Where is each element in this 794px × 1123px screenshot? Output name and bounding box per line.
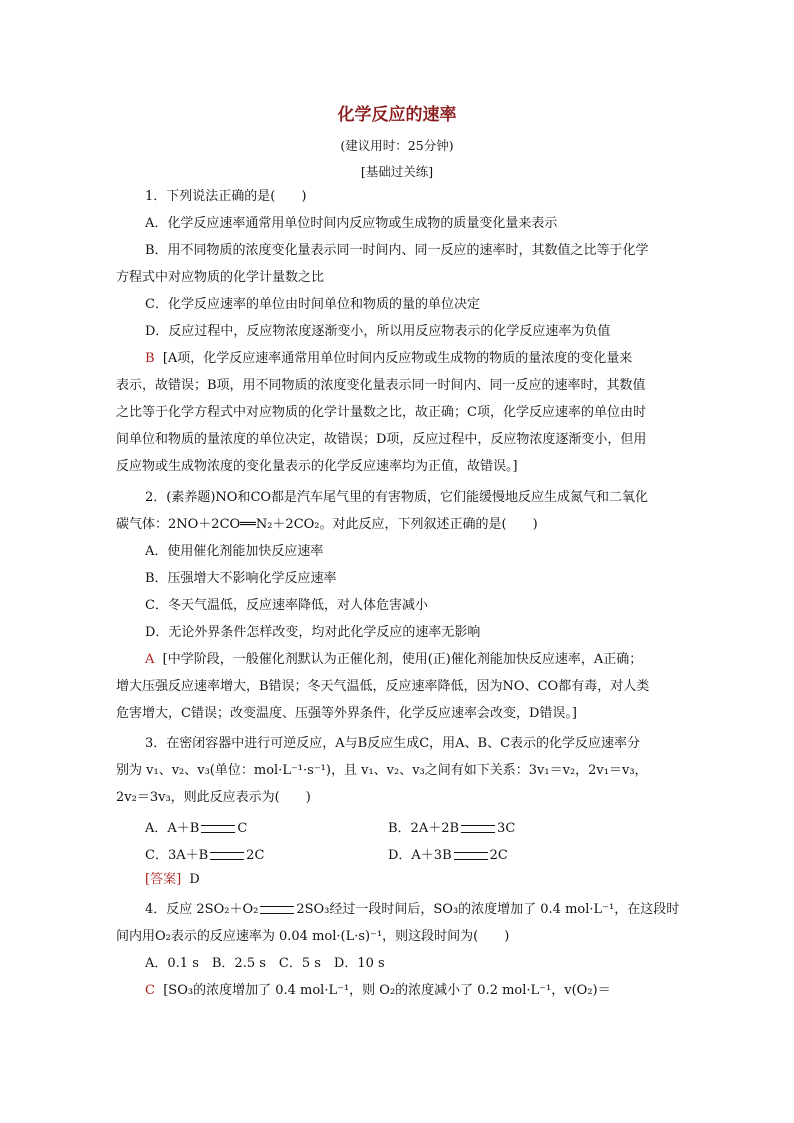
q2-option-c: C．冬天气温低，反应速率降低，对人体危害减小 [145, 598, 428, 613]
q2-answer: A [145, 652, 155, 667]
equilibrium-arrow-icon [210, 852, 244, 860]
q4-stem [145, 901, 680, 919]
q3-answer-label: [答案] [145, 872, 182, 887]
q2-option-b: B．压强增大不影响化学反应速率 [145, 571, 337, 586]
q4-stem-cont: 间内用O₂表示的反应速率为 0.04 mol·(L·s)⁻¹，则这段时间为( ) [116, 929, 510, 944]
q3-option-b-rhs: 3C [497, 821, 516, 836]
q1-option-b: B．用不同物质的浓度变化量表示同一时间内、同一反应的速率时，其数值之比等于化学 [145, 243, 649, 258]
q1-answer: B [145, 351, 155, 366]
equilibrium-arrow-icon [201, 825, 235, 833]
q1-option-b-cont: 方程式中对应物质的化学计量数之比 [116, 270, 325, 285]
page-title: 化学反应的速率 [337, 105, 457, 125]
q1-exp-line3: 之比等于化学方程式中对应物质的化学计量数之比，故正确；C项，化学反应速率的单位由时 [116, 405, 646, 420]
q3-stem-cont1: 别为 v₁、v₂、v₃(单位：mol·L⁻¹·s⁻¹)，且 v₁、v₂、v₃之间有如下关系：3v₁＝v₂，2v₁＝v₃， [116, 763, 648, 778]
q3-option-b-lhs: B．2A＋2B [388, 821, 460, 836]
q3-option-a-rhs: C [237, 821, 248, 836]
q2-explanation [145, 651, 680, 669]
q4-answer: C [145, 983, 155, 998]
q3-option-d-lhs: D．A＋3B [388, 848, 452, 863]
q4-options: A．0.1 s B．2.5 s C．5 s D．10 s [145, 956, 385, 971]
q2-option-a: A．使用催化剂能加快反应速率 [145, 544, 324, 559]
q3-option-b [388, 817, 515, 836]
q4-stem-post: 2SO₃经过一段时间后，SO₃的浓度增加了 0.4 mol·L⁻¹，在这段时 [296, 902, 680, 917]
equilibrium-arrow-icon [454, 852, 488, 860]
q3-stem-cont2: 2v₂＝3v₃，则此反应表示为( ) [116, 790, 311, 805]
section-heading: [基础过关练] [360, 164, 434, 179]
q1-option-a: A．化学反应速率通常用单位时间内反应物或生成物的质量变化量来表示 [145, 216, 558, 231]
q1-exp-line4: 间单位和物质的量浓度的单位决定，故错误；D项，反应过程中，反应物浓度逐渐变小，但用 [116, 432, 647, 447]
q2-option-d: D．无论外界条件怎样改变，均对此化学反应的速率无影响 [145, 625, 481, 640]
q3-option-a-lhs: A．A＋B [145, 821, 200, 836]
q4-exp-line1: [SO₃的浓度增加了 0.4 mol·L⁻¹，则 O₂的浓度减小了 0.2 mol·L⁻¹，v(O₂)＝ [163, 983, 611, 998]
q1-option-c: C．化学反应速率的单位由时间单位和物质的量的单位决定 [145, 297, 480, 312]
q4-explanation [145, 982, 680, 1000]
equilibrium-arrow-icon [260, 906, 294, 914]
q2-stem-cont: 碳气体：2NO＋2CO══N₂＋2CO₂。对此反应，下列叙述正确的是( ) [116, 517, 538, 532]
equilibrium-arrow-icon [461, 825, 495, 833]
q2-exp-line3: 危害增大，C错误；改变温度、压强等外界条件，化学反应速率会改变，D错误。] [116, 706, 577, 721]
q3-option-d-rhs: 2C [489, 848, 508, 863]
q4-stem-pre: 4．反应 2SO₂＋O₂ [145, 902, 259, 917]
q1-stem: 1．下列说法正确的是( ) [145, 189, 307, 204]
q2-exp-line1: [中学阶段，一般催化剂默认为正催化剂，使用(正)催化剂能加快反应速率，A正确； [162, 652, 643, 667]
q3-option-c [145, 844, 264, 863]
q2-exp-line2: 增大压强反应速率增大，B错误；冬天气温低，反应速率降低，因为NO、CO都有毒，对人类 [116, 679, 650, 694]
q3-option-c-rhs: 2C [246, 848, 265, 863]
q3-stem: 3．在密闭容器中进行可逆反应，A与B反应生成C，用A、B、C表示的化学反应速率分 [145, 736, 641, 751]
q3-option-d [388, 844, 508, 863]
q1-exp-line5: 反应物或生成物浓度的变化量表示的化学反应速率均为正值，故错误。] [116, 459, 518, 474]
q1-explanation [145, 350, 680, 368]
q3-answer-row [145, 871, 680, 889]
q2-stem: 2．(素养题)NO和CO都是汽车尾气里的有害物质，它们能缓慢地反应生成氮气和二氧化 [145, 490, 649, 505]
q3-option-a [145, 817, 247, 836]
time-hint: (建议用时：25分钟) [340, 138, 454, 153]
q1-option-d: D．反应过程中，反应物浓度逐渐变小，所以用反应物表示的化学反应速率为负值 [145, 324, 611, 339]
q3-option-c-lhs: C．3A＋B [145, 848, 209, 863]
q1-exp-line1: [A项，化学反应速率通常用单位时间内反应物或生成物的物质的量浓度的变化量来 [162, 351, 633, 366]
q1-exp-line2: 表示，故错误；B项，用不同物质的浓度变化量表示同一时间内、同一反应的速率时，其数值 [116, 378, 646, 393]
q3-answer: D [189, 872, 200, 887]
